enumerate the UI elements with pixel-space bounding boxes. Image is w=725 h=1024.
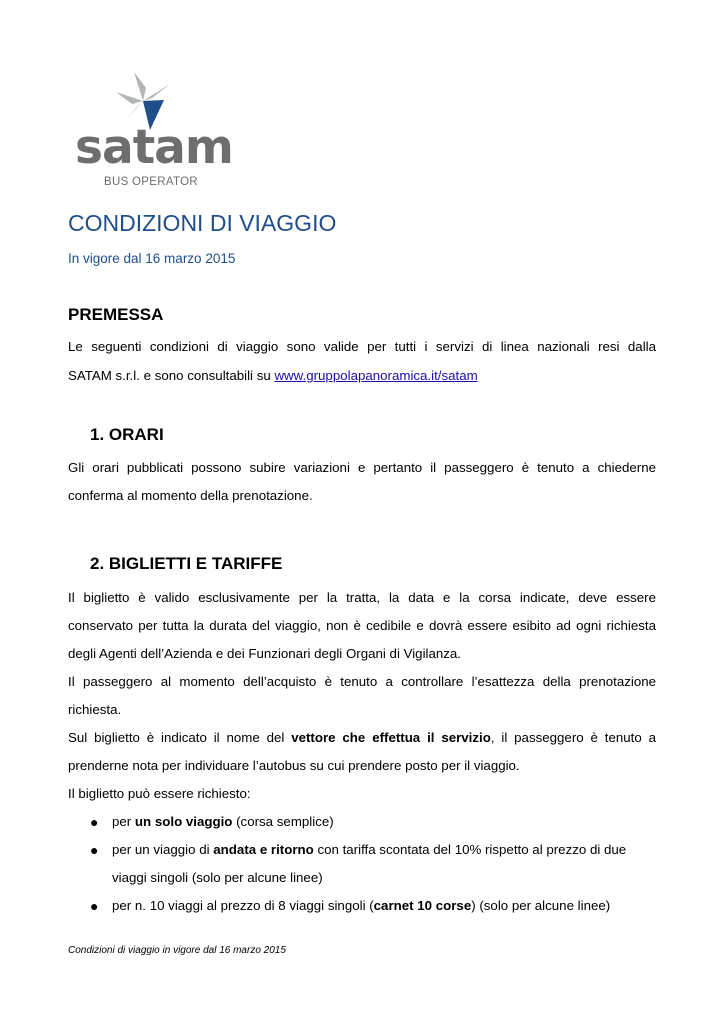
bullet-1-a: per [112, 814, 135, 829]
bullet-3 [112, 892, 610, 920]
bullet-1-dot: ● [90, 814, 99, 830]
p3-text-c: , il passeggero è tenuto a [490, 730, 656, 745]
document-title: CONDIZIONI DI VIAGGIO [68, 210, 337, 236]
bullet-1-c: (corsa semplice) [232, 814, 334, 829]
effective-date: In vigore dal 16 marzo 2015 [68, 251, 236, 266]
brand-subtitle: BUS OPERATOR [104, 176, 198, 188]
biglietti-p1-line-3: degli Agenti dell’Azienda e dei Funzionari degli Organi di Vigilanza. [68, 646, 462, 661]
p3-carrier-bold: vettore che effettua il servizio [291, 730, 491, 745]
section-heading-premessa: PREMESSA [68, 305, 164, 324]
premessa-line-1: Le seguenti condizioni di viaggio sono valide per tutti i servizi di linea nazionali resi dalla [68, 339, 656, 354]
biglietti-p1-line-1: Il biglietto è valido esclusivamente per la tratta, la data e la corsa indicate, deve essere [68, 590, 656, 605]
bullet-2-continuation: viaggi singoli (solo per alcune linee) [112, 870, 323, 885]
biglietti-p3-line-2: prenderne nota per individuare l’autobus su cui prendere posto per il viaggio. [68, 758, 520, 773]
premessa-line-2-text: SATAM s.r.l. e sono consultabili su [68, 368, 275, 383]
orari-line-1: Gli orari pubblicati possono subire variazioni e pertanto il passeggero è tenuto a chiederne [68, 460, 656, 475]
biglietti-p3-line-1 [68, 724, 656, 752]
page-footer: Condizioni di viaggio in vigore dal 16 marzo 2015 [68, 945, 286, 956]
biglietti-p4: Il biglietto può essere richiesto: [68, 786, 251, 801]
bullet-2-c: con tariffa scontata del 10% rispetto al prezzo di due [313, 842, 627, 857]
brand-name: satam [75, 120, 233, 175]
bullet-1 [112, 808, 334, 836]
bullet-1-b: un solo viaggio [134, 814, 233, 829]
premessa-line-2 [68, 362, 478, 390]
bullet-3-a: per n. 10 viaggi al prezzo di 8 viaggi singoli ( [112, 898, 374, 913]
bullet-3-dot: ● [90, 898, 99, 914]
section-heading-orari: 1. ORARI [90, 425, 164, 444]
bullet-3-b: carnet 10 corse [373, 898, 472, 913]
bullet-2-a: per un viaggio di [112, 842, 214, 857]
section-heading-biglietti: 2. BIGLIETTI E TARIFFE [90, 554, 283, 573]
bullet-3-c: ) (solo per alcune linee) [471, 898, 611, 913]
biglietti-p1-line-2: conservato per tutta la durata del viaggio, non è cedibile e dovrà essere esibito ad ogni richiesta [68, 618, 656, 633]
p3-text-a: Sul biglietto è indicato il nome del [68, 730, 292, 745]
bullet-2 [112, 836, 626, 864]
bullet-2-dot: ● [90, 842, 99, 858]
biglietti-p2-line-1: Il passeggero al momento dell’acquisto è tenuto a controllare l’esattezza della prenotazione [68, 674, 656, 689]
biglietti-p2-line-2: richiesta. [68, 702, 122, 717]
satam-website-link[interactable]: www.gruppolapanoramica.it/satam [274, 368, 478, 383]
bullet-2-b: andata e ritorno [213, 842, 314, 857]
orari-line-2: conferma al momento della prenotazione. [68, 488, 313, 503]
